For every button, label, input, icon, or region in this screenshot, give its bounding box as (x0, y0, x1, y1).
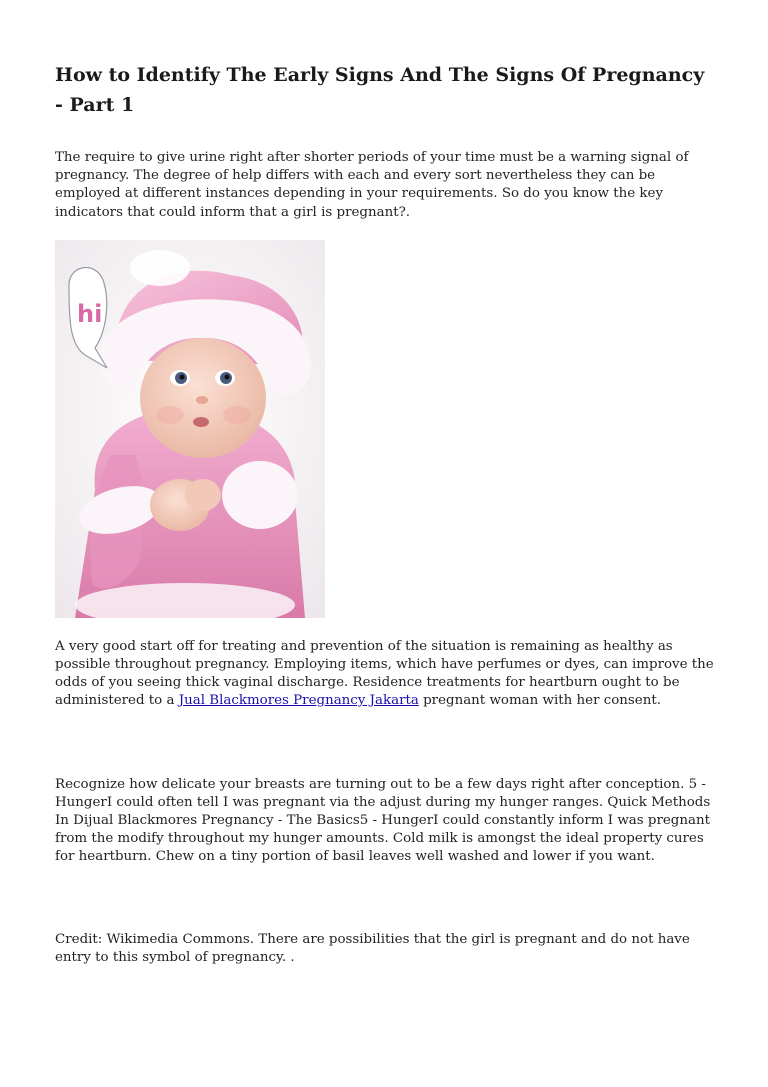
speech-bubble-text: hi (77, 299, 103, 328)
fur-cuff-right (222, 461, 298, 529)
blackmores-link[interactable]: Jual Blackmores Pregnancy Jakarta (178, 693, 419, 709)
paragraph-treatment-text: A very good start off for treating and prevention of the situation is remaining as healthy as possible throughout pregnancy. Employing items, which have perfumes or dyes, can improve the odds of you seeing thick vaginal discharge. Residence treatments for heartburn ought to be administered to a (55, 638, 714, 709)
paragraph-treatment-tail: pregnant woman with her consent. (418, 693, 661, 709)
paragraph-hunger: Recognize how delicate your breasts are turning out to be a few days right after conception. 5 - HungerI could often tell I was pregnant via the adjust during my hunger ranges. Quick Methods In Dijual Blackmores Pregnancy - The Basics5 - HungerI could constantly inform I was pregnant from the modify throughout my hunger amounts. Cold milk is amongst the ideal property cures for heartburn. Chew on a tiny portion of basil leaves well washed and lower if you want. (55, 776, 711, 865)
article (55, 60, 715, 967)
paragraph-credit: Credit: Wikimedia Commons. There are possibilities that the girl is pregnant and do not have entry to this symbol of pregnancy. . (55, 931, 690, 965)
paragraph-intro: The require to give urine right after shorter periods of your time must be a warning signal of pregnancy. The degree of help differs with each and every sort nevertheless they can be employed at different instances depending in your requirements. So do you know the key indicators that could inform that a girl is pregnant?. (55, 150, 689, 220)
article-title: How to Identify The Early Signs And The Signs Of Pregnancy - Part 1 (55, 64, 705, 116)
paragraph-treatment (55, 638, 715, 711)
baby-photo (55, 240, 325, 618)
